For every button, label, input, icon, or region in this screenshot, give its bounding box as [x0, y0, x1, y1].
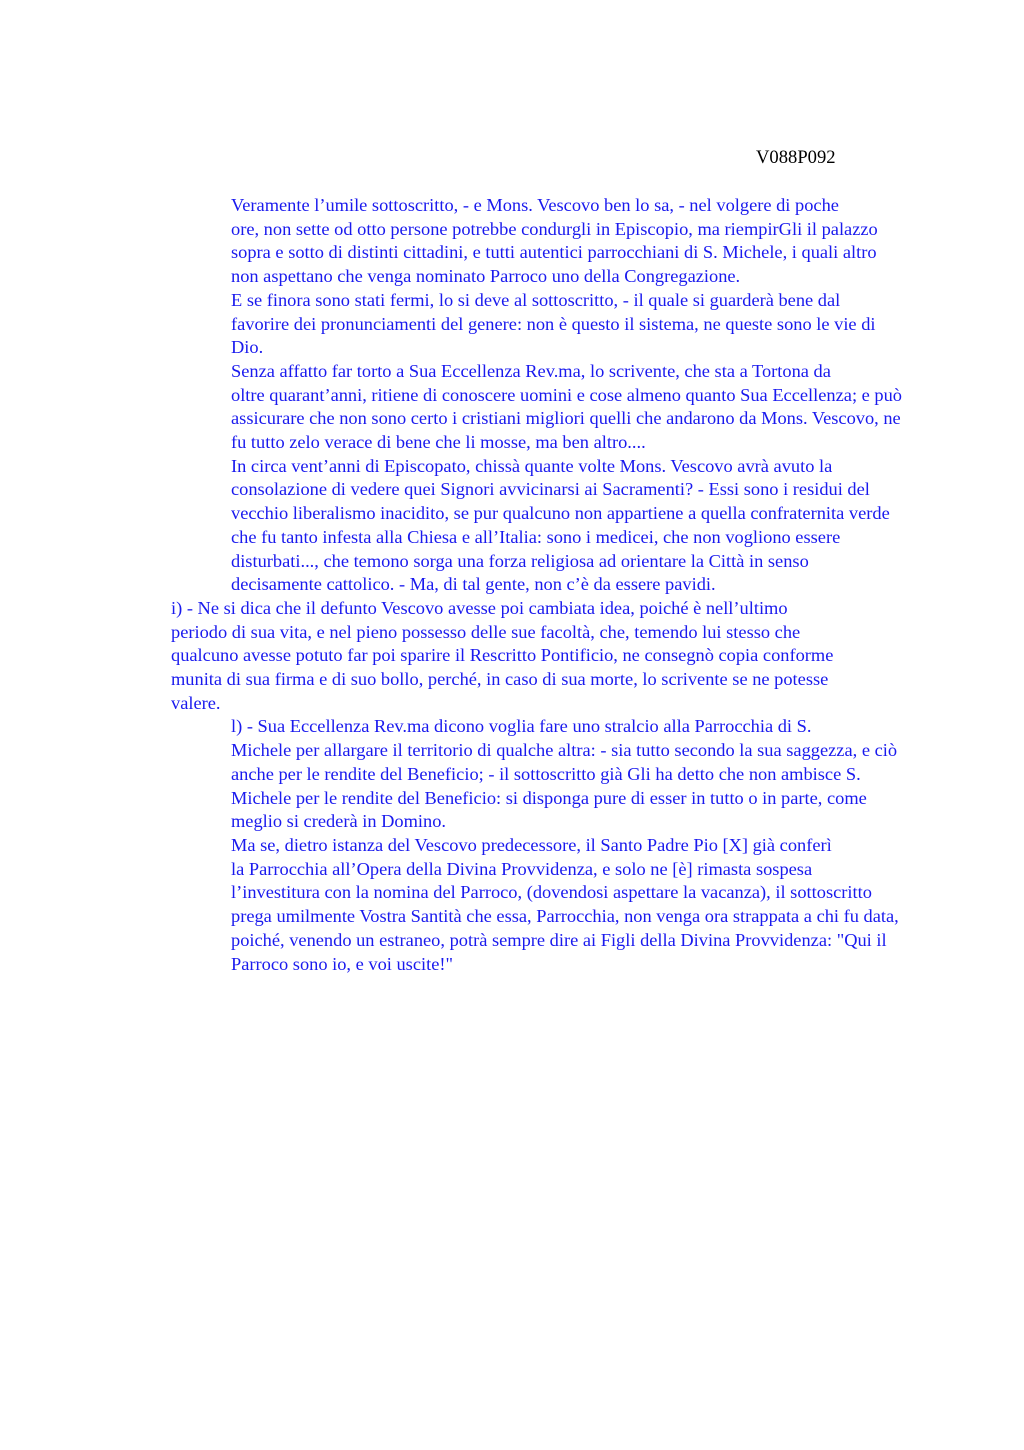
- text-line: favorire dei pronunciamenti del genere: non è questo il sistema, ne queste sono le vie di: [231, 313, 876, 334]
- text-line: prega umilmente Vostra Santità che essa, Parrocchia, non venga ora strappata a chi fu data,: [231, 906, 899, 927]
- text-line: assicurare che non sono certo i cristiani migliori quelli che andarono da Mons. Vescovo, ne: [231, 408, 901, 429]
- text-line: poiché, venendo un estraneo, potrà sempre dire ai Figli della Divina Provvidenza: "Qui il: [231, 929, 887, 950]
- text-line: consolazione di vedere quei Signori avvicinarsi ai Sacramenti? - Essi sono i residui del: [231, 479, 870, 500]
- paragraph-7: [171, 834, 933, 976]
- paragraph-1: [171, 194, 933, 289]
- text-line: che fu tanto infesta alla Chiesa e all’Italia: sono i medicei, che non vogliono essere: [231, 526, 841, 547]
- text-line: vecchio liberalismo inacidito, se pur qualcuno non appartiene a quella confraternita verde: [231, 503, 890, 524]
- text-line: sopra e sotto di distinti cittadini, e tutti autentici parrocchiani di S. Michele, i quali altro: [231, 242, 877, 263]
- text-line: periodo di sua vita, e nel pieno possesso delle sue facoltà, che, temendo lui stesso che: [171, 621, 801, 642]
- text-line: l) - Sua Eccellenza Rev.ma dicono voglia fare uno stralcio alla Parrocchia di S.: [231, 716, 812, 737]
- text-line: E se finora sono stati fermi, lo si deve al sottoscritto, - il quale si guarderà bene dal: [231, 289, 841, 310]
- text-line: Parroco sono io, e voi uscite!": [231, 953, 454, 974]
- text-line: Dio.: [231, 337, 264, 358]
- paragraph-2: [171, 289, 933, 360]
- page-code: V088P092: [756, 147, 836, 168]
- letter-body: [171, 194, 933, 976]
- text-line: Michele per allargare il territorio di qualche altra: - sia tutto secondo la sua saggezza, e ciò: [231, 740, 898, 761]
- text-line: Michele per le rendite del Beneficio: si disponga pure di esser in tutto o in parte, come: [231, 787, 867, 808]
- paragraph-4: [171, 455, 933, 597]
- text-line: disturbati..., che temono sorga una forza religiosa ad orientare la Città in senso: [231, 550, 809, 571]
- text-line: l’investitura con la nomina del Parroco, (dovendosi aspettare la vacanza), il sottoscritto: [231, 882, 872, 903]
- text-line: Senza affatto far torto a Sua Eccellenza Rev.ma, lo scrivente, che sta a Tortona da: [231, 360, 831, 381]
- text-line: munita di sua firma e di suo bollo, perché, in caso di sua morte, lo scrivente se ne potesse: [171, 669, 829, 690]
- paragraph-5: [171, 597, 933, 716]
- text-line: decisamente cattolico. - Ma, di tal gente, non c’è da essere pavidi.: [231, 574, 716, 595]
- text-line: non aspettano che venga nominato Parroco uno della Congregazione.: [231, 266, 741, 287]
- text-line: oltre quarant’anni, ritiene di conoscere uomini e cose almeno quanto Sua Eccellenza; e può: [231, 384, 902, 405]
- paragraph-6: [171, 715, 933, 834]
- text-line: qualcuno avesse potuto far poi sparire il Rescritto Pontificio, ne consegnò copia conforme: [171, 645, 834, 666]
- text-line: la Parrocchia all’Opera della Divina Provvidenza, e solo ne [è] rimasta sospesa: [231, 858, 813, 879]
- text-line: Veramente l’umile sottoscritto, - e Mons. Vescovo ben lo sa, - nel volgere di poche: [231, 195, 839, 215]
- text-line: valere.: [171, 692, 221, 713]
- text-line: i) - Ne si dica che il defunto Vescovo avesse poi cambiata idea, poiché è nell’ultimo: [171, 597, 788, 618]
- text-line: ore, non sette od otto persone potrebbe condurgli in Episcopio, ma riempirGli il palazzo: [231, 218, 878, 239]
- text-line: anche per le rendite del Beneficio; - il sottoscritto già Gli ha detto che non ambisce S.: [231, 763, 861, 784]
- text-line: fu tutto zelo verace di bene che li mosse, ma ben altro....: [231, 432, 646, 453]
- paragraph-3: [171, 360, 933, 455]
- text-line: Ma se, dietro istanza del Vescovo predecessore, il Santo Padre Pio [X] già conferì: [231, 834, 832, 855]
- text-line: In circa vent’anni di Episcopato, chissà quante volte Mons. Vescovo avrà avuto la: [231, 455, 833, 476]
- text-line: meglio si crederà in Domino.: [231, 811, 447, 832]
